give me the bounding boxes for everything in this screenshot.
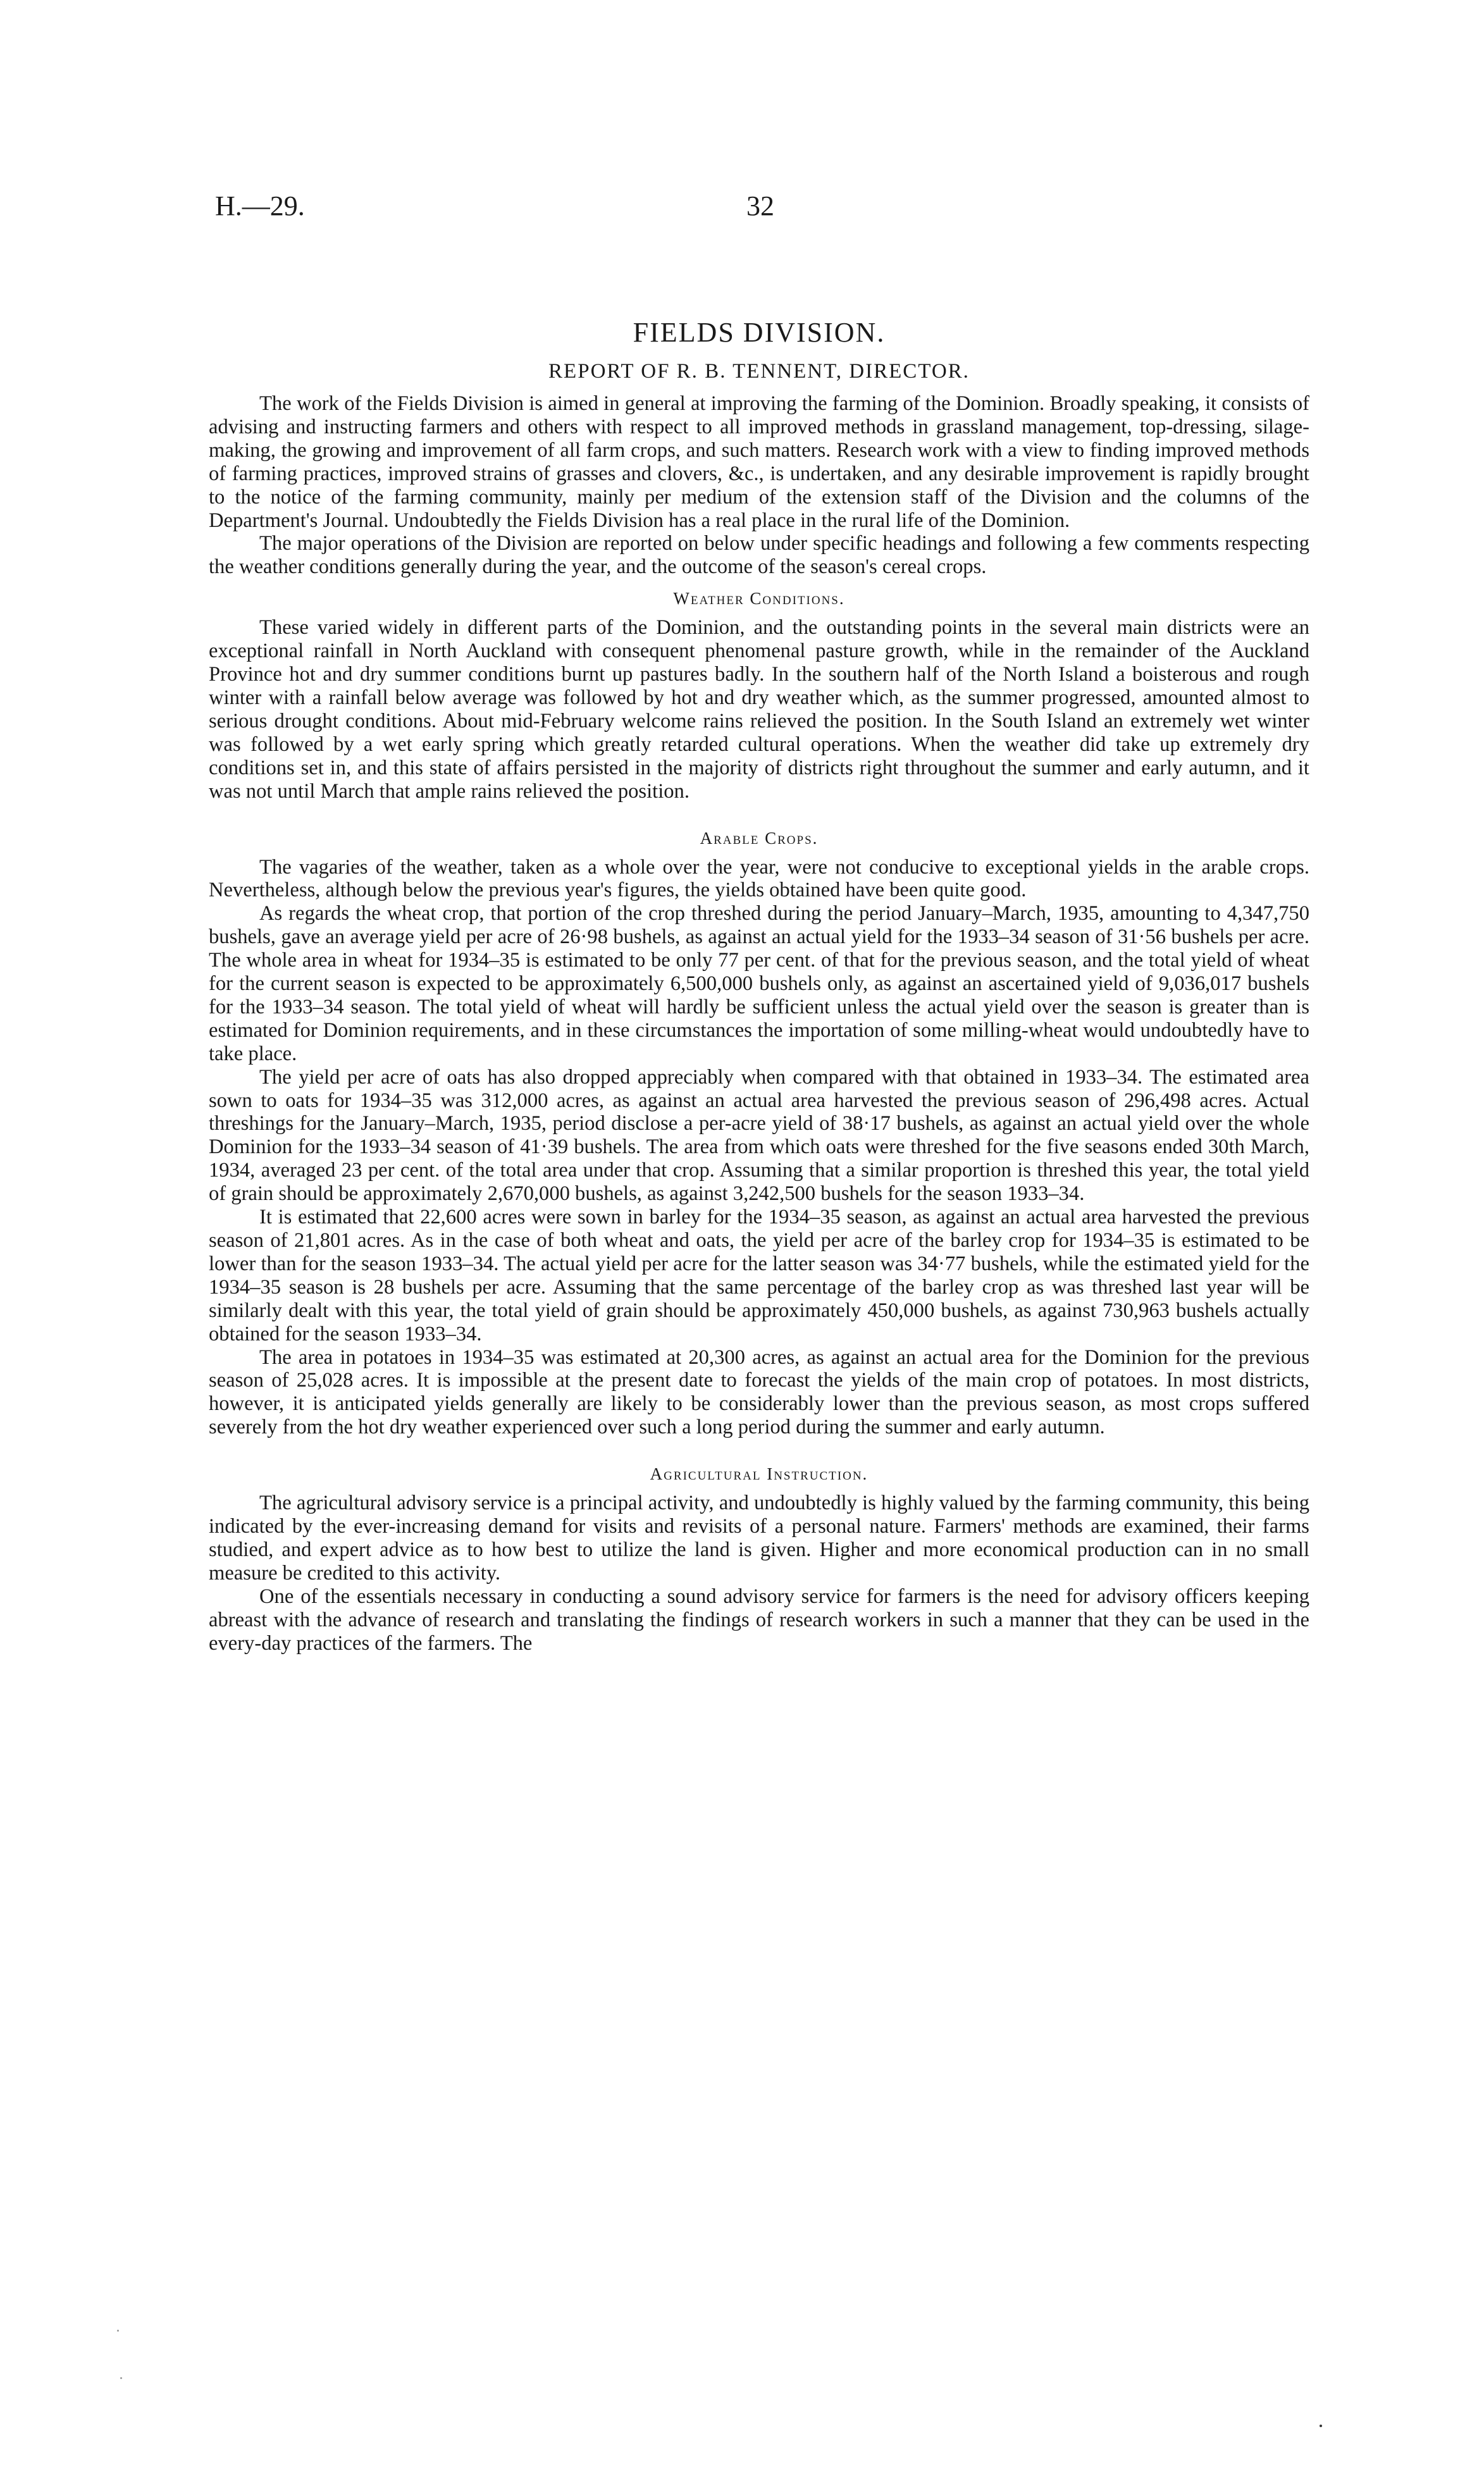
report-subtitle: REPORT OF R. B. TENNENT, DIRECTOR.: [548, 360, 970, 383]
body-paragraph: The area in potatoes in 1934–35 was estimated at 20,300 acres, as against an actual area for the Dominion for the previous season of 25,028 acres. It is impossible at the present date to forecast the yields of the main crop of potatoes. In most districts, however, it is anticipated yields generally are likely to be considerably lower than the previous season, as most crops suffered severely from the hot dry weather experienced over such a long period during the summer and early autumn.: [209, 1345, 1309, 1439]
intro-paragraph: The work of the Fields Division is aimed in general at improving the farming of the Dominion. Broadly speaking, it consists of advising and instructing farmers and others with respect to all improved methods in grassland management, top-dressing, silage-making, the growing and improvement of all farm crops, and such matters. Research work with a view to finding improved methods of farming practices, improved strains of grasses and clovers, &c., is undertaken, and any desirable improvement is rapidly brought to the notice of the farming community, mainly per medium of the extension staff of the Division and the columns of the Department's Journal. Undoubtedly the Fields Division has a real place in the rural life of the Dominion.: [209, 392, 1309, 532]
body-paragraph: The vagaries of the weather, taken as a whole over the year, were not conducive to exceptional yields in the arable crops. Nevertheless, although below the previous year's figures, the yields obtained have been quite good.: [209, 855, 1309, 902]
page-header: [215, 190, 1316, 228]
intro-paragraph: The major operations of the Division are reported on below under specific headings and following a few comments respecting the weather conditions generally during the year, and the outcome of the season's cereal crops.: [209, 532, 1309, 579]
body-paragraph: These varied widely in different parts of the Dominion, and the outstanding points in the several main districts were an exceptional rainfall in North Auckland with consequent phenomenal pasture growth, while in the remainder of the Auckland Province hot and dry summer conditions burnt up pastures badly. In the southern half of the North Island a boisterous and rough winter with a rainfall below average was followed by hot and dry weather which, as the summer progressed, amounted almost to serious drought conditions. About mid-February welcome rains relieved the position. In the South Island an extremely wet winter was followed by a wet early spring which greatly retarded cultural operations. When the weather did take up extremely dry conditions set in, and this state of affairs persisted in the majority of districts right throughout the summer and early autumn, and it was not until March that ample rains relieved the position.: [209, 616, 1309, 803]
heading-arable-crops: Arable Crops.: [700, 828, 819, 848]
body-paragraph: One of the essentials necessary in conducting a sound advisory service for farmers is the need for advisory officers keeping abreast with the advance of research and translating the findings of research workers in such a manner that they can be used in the every-day practices of the farmers. The: [209, 1585, 1309, 1655]
body-paragraph: As regards the wheat crop, that portion of the crop threshed during the period January–March, 1935, amounting to 4,347,750 bushels, gave an average yield per acre of 26·98 bushels, as against an actual yield for the 1933–34 season of 31·56 bushels per acre. The whole area in wheat for 1934–35 is estimated to be only 77 per cent. of that for the previous season, and the total yield of wheat for the current season is expected to be approximately 6,500,000 bushels only, as against an ascertained yield of 9,036,017 bushels for the 1933–34 season. The total yield of wheat will hardly be sufficient unless the actual yield over the season is greater than is estimated for Dominion requirements, and in these circumstances the importation of some milling-wheat would undoubtedly have to take place.: [209, 902, 1309, 1065]
document-body: [209, 316, 1309, 1655]
scan-speck: [117, 2330, 119, 2332]
body-paragraph: The yield per acre of oats has also dropped appreciably when compared with that obtained in 1933–34. The estimated area sown to oats for 1934–35 was 312,000 acres, as against an actual area harvested the previous season of 296,498 acres. Actual threshings for the January–March, 1935, period disclose a per-acre yield of 38·17 bushels, as against an actual yield over the whole Dominion for the 1933–34 season of 41·39 bushels. The area from which oats were threshed for the five seasons ended 30th March, 1934, averaged 23 per cent. of the total area under that crop. Assuming that a similar proportion is threshed this year, the total yield of grain should be approximately 2,670,000 bushels, as against 3,242,500 bushels for the season 1933–34.: [209, 1065, 1309, 1206]
margin-mark: [1320, 2425, 1322, 2427]
body-paragraph: The agricultural advisory service is a principal activity, and undoubtedly is highly valued by the farming community, this being indicated by the ever-increasing demand for visits and revisits of a personal nature. Farmers' methods are examined, their farms studied, and expert advice as to how best to utilize the land is given. Higher and more economical production can in no small measure be credited to this activity.: [209, 1492, 1309, 1585]
page-number: 32: [746, 190, 774, 221]
page-reference: H.—29.: [215, 190, 305, 221]
heading-weather-conditions: Weather Conditions.: [673, 589, 845, 609]
scan-speck: [120, 2377, 122, 2379]
section-title: FIELDS DIVISION.: [633, 317, 886, 348]
body-paragraph: It is estimated that 22,600 acres were sown in barley for the 1934–35 season, as against an actual area harvested the previous season of 21,801 acres. As in the case of both wheat and oats, the yield per acre of the barley crop for 1934–35 is estimated to be lower than for the season 1933–34. The actual yield per acre for the latter season was 34·77 bushels, while the estimated yield for the 1934–35 season is 28 bushels per acre. Assuming that the same percentage of the barley crop as was threshed last year will be similarly dealt with this year, the total yield of grain should be approximately 450,000 bushels, as against 730,963 bushels actually obtained for the season 1933–34.: [209, 1206, 1309, 1345]
heading-agricultural-instruction: Agricultural Instruction.: [650, 1464, 869, 1484]
